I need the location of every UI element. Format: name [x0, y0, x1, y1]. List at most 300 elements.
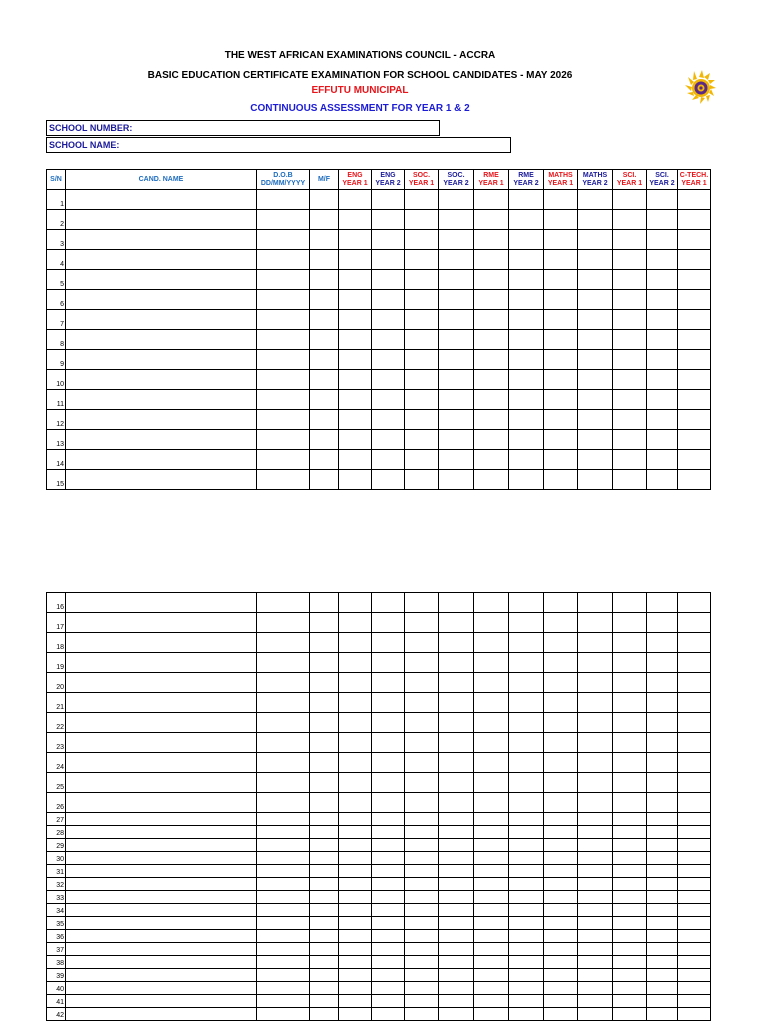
cell-rme1[interactable]	[474, 891, 509, 904]
cell-maths1[interactable]	[544, 470, 578, 490]
cell-eng1[interactable]	[339, 370, 372, 390]
cell-rme2[interactable]	[509, 839, 544, 852]
cell-rme2[interactable]	[509, 693, 544, 713]
cell-eng1[interactable]	[339, 230, 372, 250]
cell-soc2[interactable]	[439, 891, 474, 904]
cell-rme2[interactable]	[509, 969, 544, 982]
cell-rme2[interactable]	[509, 995, 544, 1008]
cell-ctech1[interactable]	[678, 1008, 711, 1021]
cell-rme2[interactable]	[509, 430, 544, 450]
cell-cand_name[interactable]	[66, 982, 257, 995]
cell-cand_name[interactable]	[66, 390, 257, 410]
cell-eng1[interactable]	[339, 865, 372, 878]
cell-mf[interactable]	[310, 450, 339, 470]
cell-soc1[interactable]	[405, 410, 439, 430]
cell-cand_name[interactable]	[66, 470, 257, 490]
cell-dob[interactable]	[257, 995, 310, 1008]
cell-soc2[interactable]	[439, 633, 474, 653]
cell-rme1[interactable]	[474, 633, 509, 653]
cell-eng2[interactable]	[372, 330, 405, 350]
cell-soc1[interactable]	[405, 982, 439, 995]
cell-dob[interactable]	[257, 450, 310, 470]
cell-cand_name[interactable]	[66, 693, 257, 713]
cell-mf[interactable]	[310, 878, 339, 891]
cell-soc2[interactable]	[439, 773, 474, 793]
cell-maths2[interactable]	[578, 733, 613, 753]
cell-eng1[interactable]	[339, 470, 372, 490]
cell-ctech1[interactable]	[678, 653, 711, 673]
cell-mf[interactable]	[310, 330, 339, 350]
cell-sci1[interactable]	[613, 917, 647, 930]
cell-cand_name[interactable]	[66, 930, 257, 943]
cell-soc1[interactable]	[405, 693, 439, 713]
cell-rme1[interactable]	[474, 673, 509, 693]
cell-mf[interactable]	[310, 773, 339, 793]
cell-cand_name[interactable]	[66, 270, 257, 290]
cell-sci1[interactable]	[613, 733, 647, 753]
cell-rme2[interactable]	[509, 943, 544, 956]
cell-ctech1[interactable]	[678, 693, 711, 713]
cell-maths1[interactable]	[544, 839, 578, 852]
cell-eng1[interactable]	[339, 852, 372, 865]
cell-rme1[interactable]	[474, 390, 509, 410]
cell-rme1[interactable]	[474, 878, 509, 891]
cell-rme1[interactable]	[474, 1008, 509, 1021]
cell-eng1[interactable]	[339, 773, 372, 793]
cell-dob[interactable]	[257, 865, 310, 878]
cell-ctech1[interactable]	[678, 633, 711, 653]
cell-ctech1[interactable]	[678, 470, 711, 490]
cell-soc1[interactable]	[405, 190, 439, 210]
cell-sci2[interactable]	[647, 290, 678, 310]
cell-sci2[interactable]	[647, 250, 678, 270]
cell-dob[interactable]	[257, 891, 310, 904]
cell-soc1[interactable]	[405, 470, 439, 490]
cell-maths1[interactable]	[544, 930, 578, 943]
cell-soc1[interactable]	[405, 430, 439, 450]
cell-sci1[interactable]	[613, 370, 647, 390]
cell-sci2[interactable]	[647, 852, 678, 865]
cell-eng2[interactable]	[372, 956, 405, 969]
school-number-field[interactable]	[46, 120, 440, 136]
cell-ctech1[interactable]	[678, 450, 711, 470]
cell-sci2[interactable]	[647, 956, 678, 969]
cell-maths2[interactable]	[578, 250, 613, 270]
cell-sci1[interactable]	[613, 693, 647, 713]
cell-eng2[interactable]	[372, 773, 405, 793]
cell-maths1[interactable]	[544, 350, 578, 370]
cell-soc1[interactable]	[405, 839, 439, 852]
cell-eng2[interactable]	[372, 982, 405, 995]
cell-soc1[interactable]	[405, 613, 439, 633]
cell-cand_name[interactable]	[66, 210, 257, 230]
cell-mf[interactable]	[310, 410, 339, 430]
cell-soc2[interactable]	[439, 350, 474, 370]
cell-rme2[interactable]	[509, 956, 544, 969]
cell-rme2[interactable]	[509, 930, 544, 943]
cell-maths2[interactable]	[578, 270, 613, 290]
cell-soc1[interactable]	[405, 673, 439, 693]
cell-maths2[interactable]	[578, 210, 613, 230]
cell-cand_name[interactable]	[66, 370, 257, 390]
cell-rme1[interactable]	[474, 653, 509, 673]
cell-maths1[interactable]	[544, 956, 578, 969]
cell-mf[interactable]	[310, 865, 339, 878]
cell-soc2[interactable]	[439, 793, 474, 813]
cell-ctech1[interactable]	[678, 270, 711, 290]
cell-mf[interactable]	[310, 891, 339, 904]
cell-rme1[interactable]	[474, 943, 509, 956]
cell-sci1[interactable]	[613, 330, 647, 350]
cell-dob[interactable]	[257, 350, 310, 370]
cell-rme1[interactable]	[474, 350, 509, 370]
cell-maths2[interactable]	[578, 943, 613, 956]
cell-rme2[interactable]	[509, 891, 544, 904]
cell-maths2[interactable]	[578, 310, 613, 330]
cell-dob[interactable]	[257, 917, 310, 930]
cell-cand_name[interactable]	[66, 753, 257, 773]
cell-dob[interactable]	[257, 190, 310, 210]
cell-maths1[interactable]	[544, 865, 578, 878]
cell-mf[interactable]	[310, 653, 339, 673]
cell-rme1[interactable]	[474, 330, 509, 350]
cell-rme2[interactable]	[509, 773, 544, 793]
cell-rme1[interactable]	[474, 793, 509, 813]
cell-sci1[interactable]	[613, 230, 647, 250]
cell-cand_name[interactable]	[66, 613, 257, 633]
cell-cand_name[interactable]	[66, 593, 257, 613]
cell-sci2[interactable]	[647, 713, 678, 733]
cell-maths1[interactable]	[544, 904, 578, 917]
cell-eng2[interactable]	[372, 878, 405, 891]
cell-sci1[interactable]	[613, 350, 647, 370]
cell-soc2[interactable]	[439, 673, 474, 693]
cell-rme2[interactable]	[509, 653, 544, 673]
cell-sci1[interactable]	[613, 190, 647, 210]
cell-mf[interactable]	[310, 733, 339, 753]
cell-eng2[interactable]	[372, 904, 405, 917]
cell-sci1[interactable]	[613, 310, 647, 330]
cell-sci2[interactable]	[647, 813, 678, 826]
cell-cand_name[interactable]	[66, 430, 257, 450]
cell-eng1[interactable]	[339, 593, 372, 613]
cell-sci1[interactable]	[613, 470, 647, 490]
cell-dob[interactable]	[257, 290, 310, 310]
cell-ctech1[interactable]	[678, 793, 711, 813]
cell-eng1[interactable]	[339, 826, 372, 839]
cell-soc2[interactable]	[439, 330, 474, 350]
cell-ctech1[interactable]	[678, 995, 711, 1008]
cell-eng1[interactable]	[339, 839, 372, 852]
cell-eng1[interactable]	[339, 410, 372, 430]
cell-rme2[interactable]	[509, 250, 544, 270]
cell-soc1[interactable]	[405, 917, 439, 930]
cell-soc2[interactable]	[439, 190, 474, 210]
cell-mf[interactable]	[310, 753, 339, 773]
cell-maths2[interactable]	[578, 839, 613, 852]
cell-soc2[interactable]	[439, 593, 474, 613]
cell-sci2[interactable]	[647, 878, 678, 891]
cell-ctech1[interactable]	[678, 250, 711, 270]
cell-maths2[interactable]	[578, 613, 613, 633]
cell-eng2[interactable]	[372, 470, 405, 490]
cell-soc1[interactable]	[405, 390, 439, 410]
cell-rme1[interactable]	[474, 430, 509, 450]
cell-sci1[interactable]	[613, 270, 647, 290]
cell-soc1[interactable]	[405, 370, 439, 390]
cell-cand_name[interactable]	[66, 633, 257, 653]
cell-rme1[interactable]	[474, 410, 509, 430]
cell-sci2[interactable]	[647, 969, 678, 982]
cell-eng1[interactable]	[339, 878, 372, 891]
cell-soc1[interactable]	[405, 653, 439, 673]
cell-soc2[interactable]	[439, 410, 474, 430]
cell-dob[interactable]	[257, 852, 310, 865]
school-name-field[interactable]	[46, 137, 511, 153]
cell-cand_name[interactable]	[66, 330, 257, 350]
cell-mf[interactable]	[310, 430, 339, 450]
cell-soc1[interactable]	[405, 350, 439, 370]
cell-soc1[interactable]	[405, 633, 439, 653]
cell-soc2[interactable]	[439, 450, 474, 470]
cell-soc2[interactable]	[439, 653, 474, 673]
cell-eng1[interactable]	[339, 613, 372, 633]
cell-cand_name[interactable]	[66, 878, 257, 891]
cell-maths1[interactable]	[544, 1008, 578, 1021]
cell-mf[interactable]	[310, 930, 339, 943]
cell-soc1[interactable]	[405, 733, 439, 753]
cell-maths1[interactable]	[544, 653, 578, 673]
cell-sci1[interactable]	[613, 995, 647, 1008]
cell-rme2[interactable]	[509, 470, 544, 490]
cell-maths1[interactable]	[544, 826, 578, 839]
cell-eng1[interactable]	[339, 891, 372, 904]
cell-soc1[interactable]	[405, 826, 439, 839]
cell-eng1[interactable]	[339, 210, 372, 230]
cell-rme2[interactable]	[509, 310, 544, 330]
cell-sci1[interactable]	[613, 290, 647, 310]
cell-sci2[interactable]	[647, 613, 678, 633]
cell-maths1[interactable]	[544, 330, 578, 350]
cell-cand_name[interactable]	[66, 290, 257, 310]
cell-sci1[interactable]	[613, 943, 647, 956]
cell-mf[interactable]	[310, 852, 339, 865]
cell-maths2[interactable]	[578, 773, 613, 793]
cell-rme2[interactable]	[509, 753, 544, 773]
cell-maths2[interactable]	[578, 865, 613, 878]
cell-mf[interactable]	[310, 350, 339, 370]
cell-ctech1[interactable]	[678, 210, 711, 230]
cell-maths1[interactable]	[544, 969, 578, 982]
cell-sci2[interactable]	[647, 793, 678, 813]
cell-maths2[interactable]	[578, 693, 613, 713]
cell-dob[interactable]	[257, 230, 310, 250]
cell-cand_name[interactable]	[66, 733, 257, 753]
cell-rme1[interactable]	[474, 470, 509, 490]
cell-sci1[interactable]	[613, 852, 647, 865]
cell-sci2[interactable]	[647, 865, 678, 878]
cell-maths1[interactable]	[544, 793, 578, 813]
cell-eng1[interactable]	[339, 430, 372, 450]
cell-soc2[interactable]	[439, 310, 474, 330]
cell-maths2[interactable]	[578, 290, 613, 310]
cell-eng2[interactable]	[372, 290, 405, 310]
cell-sci2[interactable]	[647, 891, 678, 904]
cell-dob[interactable]	[257, 943, 310, 956]
cell-ctech1[interactable]	[678, 430, 711, 450]
cell-soc1[interactable]	[405, 943, 439, 956]
cell-maths2[interactable]	[578, 995, 613, 1008]
cell-mf[interactable]	[310, 190, 339, 210]
cell-mf[interactable]	[310, 943, 339, 956]
cell-eng1[interactable]	[339, 733, 372, 753]
cell-rme2[interactable]	[509, 904, 544, 917]
cell-mf[interactable]	[310, 210, 339, 230]
cell-maths2[interactable]	[578, 793, 613, 813]
cell-soc2[interactable]	[439, 270, 474, 290]
cell-eng1[interactable]	[339, 813, 372, 826]
cell-dob[interactable]	[257, 753, 310, 773]
cell-sci1[interactable]	[613, 982, 647, 995]
cell-ctech1[interactable]	[678, 878, 711, 891]
cell-mf[interactable]	[310, 470, 339, 490]
cell-mf[interactable]	[310, 917, 339, 930]
cell-maths2[interactable]	[578, 813, 613, 826]
cell-mf[interactable]	[310, 904, 339, 917]
cell-rme2[interactable]	[509, 613, 544, 633]
cell-eng1[interactable]	[339, 956, 372, 969]
cell-ctech1[interactable]	[678, 813, 711, 826]
cell-rme1[interactable]	[474, 852, 509, 865]
cell-eng2[interactable]	[372, 390, 405, 410]
cell-dob[interactable]	[257, 693, 310, 713]
cell-eng1[interactable]	[339, 250, 372, 270]
cell-dob[interactable]	[257, 593, 310, 613]
cell-ctech1[interactable]	[678, 969, 711, 982]
cell-ctech1[interactable]	[678, 753, 711, 773]
cell-ctech1[interactable]	[678, 390, 711, 410]
cell-sci2[interactable]	[647, 330, 678, 350]
cell-sci2[interactable]	[647, 904, 678, 917]
cell-soc2[interactable]	[439, 995, 474, 1008]
cell-rme1[interactable]	[474, 693, 509, 713]
cell-dob[interactable]	[257, 930, 310, 943]
cell-maths1[interactable]	[544, 270, 578, 290]
cell-mf[interactable]	[310, 633, 339, 653]
cell-eng1[interactable]	[339, 904, 372, 917]
cell-eng1[interactable]	[339, 995, 372, 1008]
cell-rme1[interactable]	[474, 839, 509, 852]
cell-dob[interactable]	[257, 713, 310, 733]
cell-soc2[interactable]	[439, 878, 474, 891]
cell-dob[interactable]	[257, 250, 310, 270]
cell-eng2[interactable]	[372, 250, 405, 270]
cell-cand_name[interactable]	[66, 865, 257, 878]
cell-rme1[interactable]	[474, 210, 509, 230]
cell-soc2[interactable]	[439, 250, 474, 270]
cell-rme2[interactable]	[509, 593, 544, 613]
cell-ctech1[interactable]	[678, 826, 711, 839]
cell-mf[interactable]	[310, 613, 339, 633]
cell-mf[interactable]	[310, 593, 339, 613]
cell-rme1[interactable]	[474, 250, 509, 270]
cell-sci1[interactable]	[613, 713, 647, 733]
cell-sci2[interactable]	[647, 210, 678, 230]
cell-maths1[interactable]	[544, 410, 578, 430]
cell-eng2[interactable]	[372, 1008, 405, 1021]
cell-eng2[interactable]	[372, 270, 405, 290]
cell-sci2[interactable]	[647, 773, 678, 793]
cell-maths1[interactable]	[544, 450, 578, 470]
cell-rme2[interactable]	[509, 826, 544, 839]
cell-soc2[interactable]	[439, 1008, 474, 1021]
cell-mf[interactable]	[310, 270, 339, 290]
cell-rme2[interactable]	[509, 350, 544, 370]
cell-rme1[interactable]	[474, 813, 509, 826]
cell-sci1[interactable]	[613, 1008, 647, 1021]
cell-rme1[interactable]	[474, 290, 509, 310]
cell-soc1[interactable]	[405, 753, 439, 773]
cell-eng2[interactable]	[372, 793, 405, 813]
cell-rme2[interactable]	[509, 733, 544, 753]
cell-dob[interactable]	[257, 904, 310, 917]
cell-rme1[interactable]	[474, 613, 509, 633]
cell-eng2[interactable]	[372, 673, 405, 693]
cell-rme2[interactable]	[509, 390, 544, 410]
cell-soc1[interactable]	[405, 969, 439, 982]
cell-maths2[interactable]	[578, 230, 613, 250]
cell-sci1[interactable]	[613, 410, 647, 430]
cell-sci2[interactable]	[647, 943, 678, 956]
cell-sci1[interactable]	[613, 653, 647, 673]
cell-eng1[interactable]	[339, 450, 372, 470]
cell-soc2[interactable]	[439, 956, 474, 969]
cell-sci2[interactable]	[647, 693, 678, 713]
cell-cand_name[interactable]	[66, 450, 257, 470]
cell-cand_name[interactable]	[66, 653, 257, 673]
cell-sci1[interactable]	[613, 633, 647, 653]
cell-soc1[interactable]	[405, 330, 439, 350]
cell-cand_name[interactable]	[66, 410, 257, 430]
cell-eng1[interactable]	[339, 290, 372, 310]
cell-dob[interactable]	[257, 1008, 310, 1021]
cell-soc1[interactable]	[405, 995, 439, 1008]
cell-maths2[interactable]	[578, 1008, 613, 1021]
cell-rme1[interactable]	[474, 270, 509, 290]
cell-rme1[interactable]	[474, 230, 509, 250]
cell-dob[interactable]	[257, 956, 310, 969]
cell-sci1[interactable]	[613, 250, 647, 270]
cell-rme1[interactable]	[474, 450, 509, 470]
cell-sci2[interactable]	[647, 270, 678, 290]
cell-sci1[interactable]	[613, 839, 647, 852]
cell-sci1[interactable]	[613, 390, 647, 410]
cell-rme2[interactable]	[509, 230, 544, 250]
cell-soc1[interactable]	[405, 270, 439, 290]
cell-sci1[interactable]	[613, 956, 647, 969]
cell-rme1[interactable]	[474, 930, 509, 943]
cell-dob[interactable]	[257, 430, 310, 450]
cell-soc1[interactable]	[405, 956, 439, 969]
cell-ctech1[interactable]	[678, 733, 711, 753]
cell-cand_name[interactable]	[66, 773, 257, 793]
cell-sci1[interactable]	[613, 865, 647, 878]
cell-sci1[interactable]	[613, 753, 647, 773]
cell-rme2[interactable]	[509, 270, 544, 290]
cell-maths2[interactable]	[578, 904, 613, 917]
cell-eng1[interactable]	[339, 930, 372, 943]
cell-ctech1[interactable]	[678, 370, 711, 390]
